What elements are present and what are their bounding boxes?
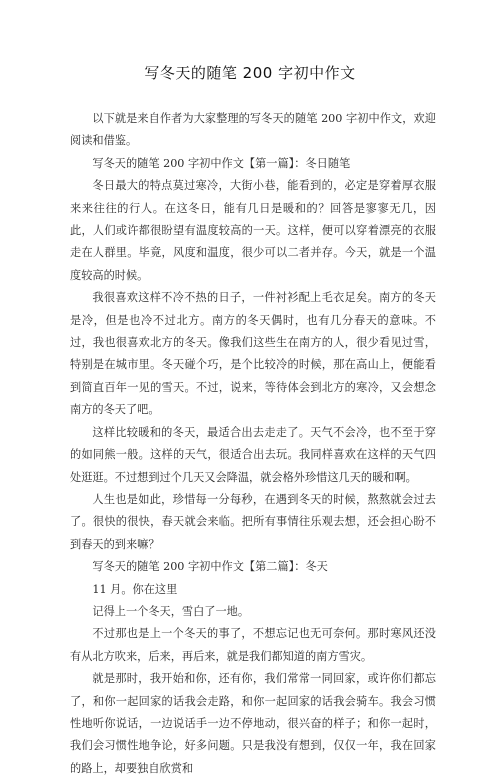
section-heading-2: 写冬天的随笔 200 字初中作文【第二篇】：冬天 <box>92 560 328 574</box>
paragraph: 冬日最大的特点莫过寒冷，大街小巷，能看到的，必定是穿着厚衣服来来往往的行人。在这冬日，能有几日是暖和的？回答是寥寥无几，因此，人们或许都很盼望有温度较高的一天。这样，便可以穿着漂亮的衣服走在人群里。毕竟，风度和温度，很少可以二者并存。今天，就是一个温度较高的时候。 <box>70 179 436 282</box>
document-body <box>70 108 436 780</box>
paragraph: 11 月。你在这里 <box>92 582 178 596</box>
paragraph: 不过那也是上一个冬天的事了，不想忘记也无可奈何。那时寒风还没有从北方吹来，后来，再后来，就是我们都知道的南方雪灾。 <box>70 627 436 663</box>
section-heading-1: 写冬天的随笔 200 字初中作文【第一篇】：冬日随笔 <box>92 156 351 170</box>
paragraph: 记得上一个冬天，雪白了一地。 <box>92 604 250 618</box>
intro-paragraph: 以下就是来自作者为大家整理的写冬天的随笔 200 字初中作文，欢迎阅读和借鉴。 <box>70 112 436 148</box>
paragraph: 就是那时，我开始和你，还有你，我们常常一同回家，或许你们都忘了，和你一起回家的话我会走路，和你一起回家的话我会骑车。我会习惯性地听你说话，一边说话手一边不停地动，很兴奋的样子；和你一起时，我们会习惯性地争论，好多问题。只是我没有想到，仅仅一年，我在回家的路上，却要独自欣赏和 <box>70 672 436 775</box>
document-title: 写冬天的随笔 200 字初中作文 <box>144 64 356 82</box>
paragraph: 人生也是如此，珍惜每一分每秒，在遇到冬天的时候，熬熬就会过去了。很快的很快，春天就会来临。把所有事情往乐观去想，还会担心盼不到春天的到来嘛？ <box>70 492 436 551</box>
paragraph: 这样比较暖和的冬天，最适合出去走走了。天气不会冷，也不至于穿的如同熊一般。这样的天气，很适合出去玩。我同样喜欢在这样的天气四处逛逛。不过想到过个几天又会降温，就会格外珍惜这几天的暖和啊。 <box>70 425 436 484</box>
paragraph: 我很喜欢这样不冷不热的日子，一件衬衫配上毛衣足矣。南方的冬天是冷，但是也冷不过北方。南方的冬天偶时，也有几分春天的意味。不过，我也很喜欢北方的冬天。像我们这些生在南方的人，很少看见过雪，特别是在城市里。冬天碰个巧，是个比较冷的时候，那在高山上，便能看到简直百年一见的雪天。不过，说来，等待体会到北方的寒冷，又会想念南方的冬天了吧。 <box>70 291 436 417</box>
